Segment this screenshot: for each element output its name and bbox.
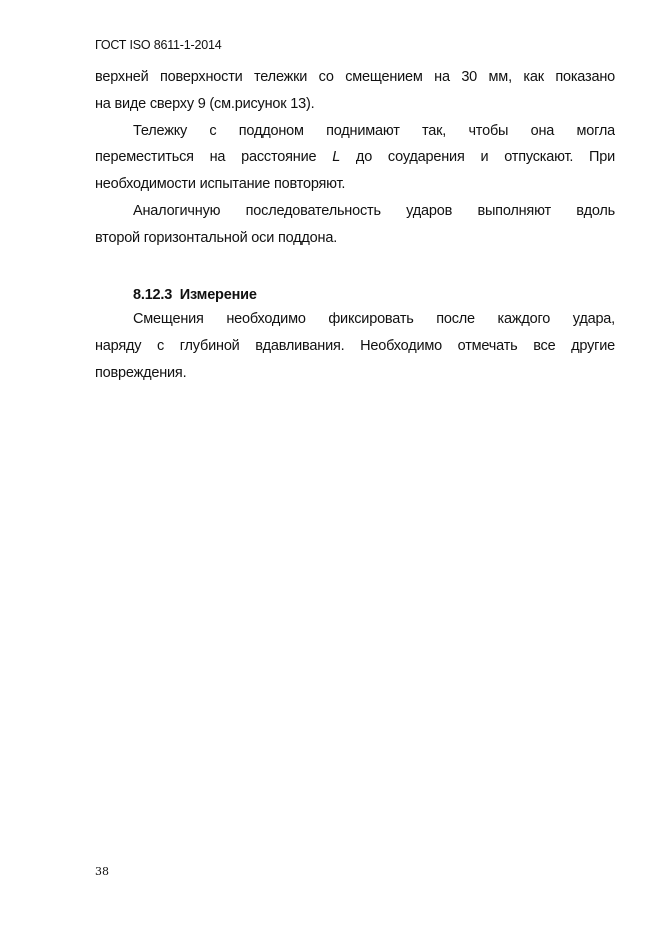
document-header <box>95 38 221 52</box>
section-body <box>95 306 615 386</box>
paragraph-2-line-2-after: до соударения и отпускают. При <box>340 149 615 166</box>
body-text-top <box>95 64 615 252</box>
paragraph-2-line-1: Тележку с поддоном поднимают так, чтобы она могла <box>133 122 615 139</box>
paragraph-2-line-2 <box>95 144 615 171</box>
paragraph-3-line-1: Аналогичную последовательность ударов выполняют вдоль <box>133 202 615 219</box>
paragraph-2-line-3: необходимости испытание повторяют. <box>95 176 346 193</box>
paragraph-2-line-2-before: переместиться на расстояние <box>95 149 333 166</box>
paragraph-1-line-2: на виде сверху 9 (см.рисунок 13). <box>95 95 315 112</box>
section-number: 8.12.3 <box>133 287 173 303</box>
section-title: Измерение <box>179 287 257 303</box>
section-line-2: наряду с глубиной вдавливания. Необходимо отмечать все другие <box>95 337 615 354</box>
document-code: ГОСТ ISO 8611-1-2014 <box>95 38 222 52</box>
distance-symbol: L <box>332 149 341 166</box>
section-line-1: Смещения необходимо фиксировать после каждого удара, <box>133 311 615 327</box>
page-number: 38 <box>95 865 109 878</box>
paragraph-1-line-1: верхней поверхности тележки со смещением на 30 мм, как показано <box>95 69 615 85</box>
section-heading <box>133 282 257 309</box>
paragraph-3-line-2: второй горизонтальной оси поддона. <box>95 229 338 246</box>
section-line-3: повреждения. <box>95 364 187 381</box>
